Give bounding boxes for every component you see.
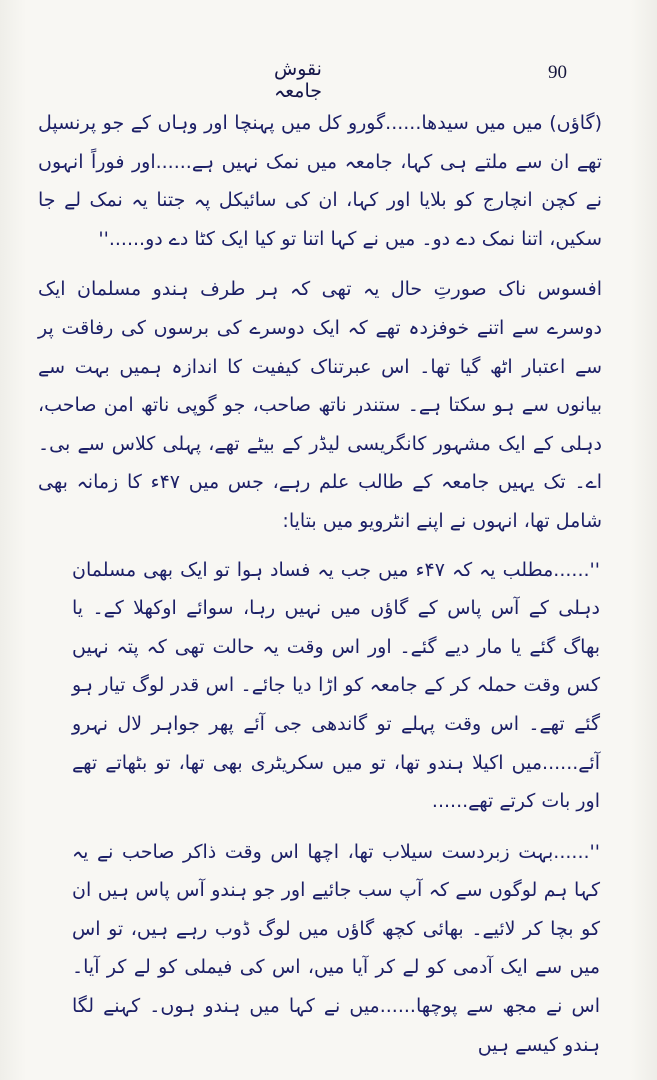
page-body	[38, 104, 618, 1064]
running-title: نقوش جامعہ	[273, 58, 322, 102]
block-quote-1: ''......مطلب یہ کہ ۴۷ء میں جب یہ فساد ہوا تو ایک بھی مسلمان دہلی کے آس پاس کے گاؤں میں نہیں رہا، سوائے اوکھلا کے۔ یا بھاگ گئے یا مار دیے گئے۔ اور اس وقت یہ حالت تھی کہ پتہ نہیں کس وقت حملہ کر کے جامعہ کو اڑا دیا جائے۔ اس قدر لوگ تیار ہو گئے تھے۔ اس وقت پہلے تو گاندھی جی آئے پھر جواہر لال نہرو آئے......میں اکیلا ہندو تھا، تو میں سکریٹری بھی تھا، تو بٹھاتے تھے اور بات کرتے تھے......	[72, 558, 600, 813]
paragraph-gap	[38, 541, 618, 551]
paragraph-continued-quote: (گاؤں) میں میں سیدھا......گورو کل میں پہنچا اور وہاں کے جو پرنسپل تھے ان سے ملتے ہی کہا، جامعہ میں نمک نہیں ہے......اور فوراً انہوں نے کچن انچارج کو بلایا اور کہا، ان کی سائیکل پہ جتنا یہ نمک لے جا سکیں، اتنا نمک دے دو۔ میں نے کہا اتنا تو کیا ایک کٹا دے دو......''	[38, 112, 602, 250]
page-header	[0, 52, 657, 102]
paragraph-narrative: افسوس ناک صورتِ حال یہ تھی کہ ہر طرف ہندو مسلمان ایک دوسرے سے اتنے خوفزدہ تھے کہ ایک دوسرے کی برسوں کی رفاقت پر سے اعتبار اٹھ گیا تھا۔ اس عبرتناک کیفیت کا اندازہ ہمیں بہت سے بیانوں سے ہو سکتا ہے۔ ستندر ناتھ صاحب، جو گوپی ناتھ امن صاحب، دہلی کے ایک مشہور کانگریسی لیڈر کے بیٹے تھے، پہلی کلاس سے بی۔ اے۔ تک یہیں جامعہ کے طالب علم رہے، جس میں ۴۷ء کا زمانہ بھی شامل تھا، انہوں نے اپنے انٹرویو میں بتایا:	[38, 278, 602, 532]
block-quote-2: ''......بہت زبردست سیلاب تھا، اچھا اس وقت ذاکر صاحب نے یہ کہا ہم لوگوں سے کہ آپ سب جائیے اور جو ہندو آس پاس ہیں ان کو بچا کر لائیے۔ بھائی کچھ گاؤں میں لوگ ڈوب رہے ہیں، تو اس میں سے ایک آدمی کو لے کر آیا میں، اس کی فیملی کو لے کر آیا۔ اس نے مجھ سے پوچھا......میں نے کہا میں ہندو ہوں۔ کہنے لگا ہندو کیسے ہیں	[72, 840, 600, 1056]
page-number: 90	[548, 62, 567, 83]
paragraph-gap	[38, 821, 618, 833]
paragraph-gap	[38, 258, 618, 270]
